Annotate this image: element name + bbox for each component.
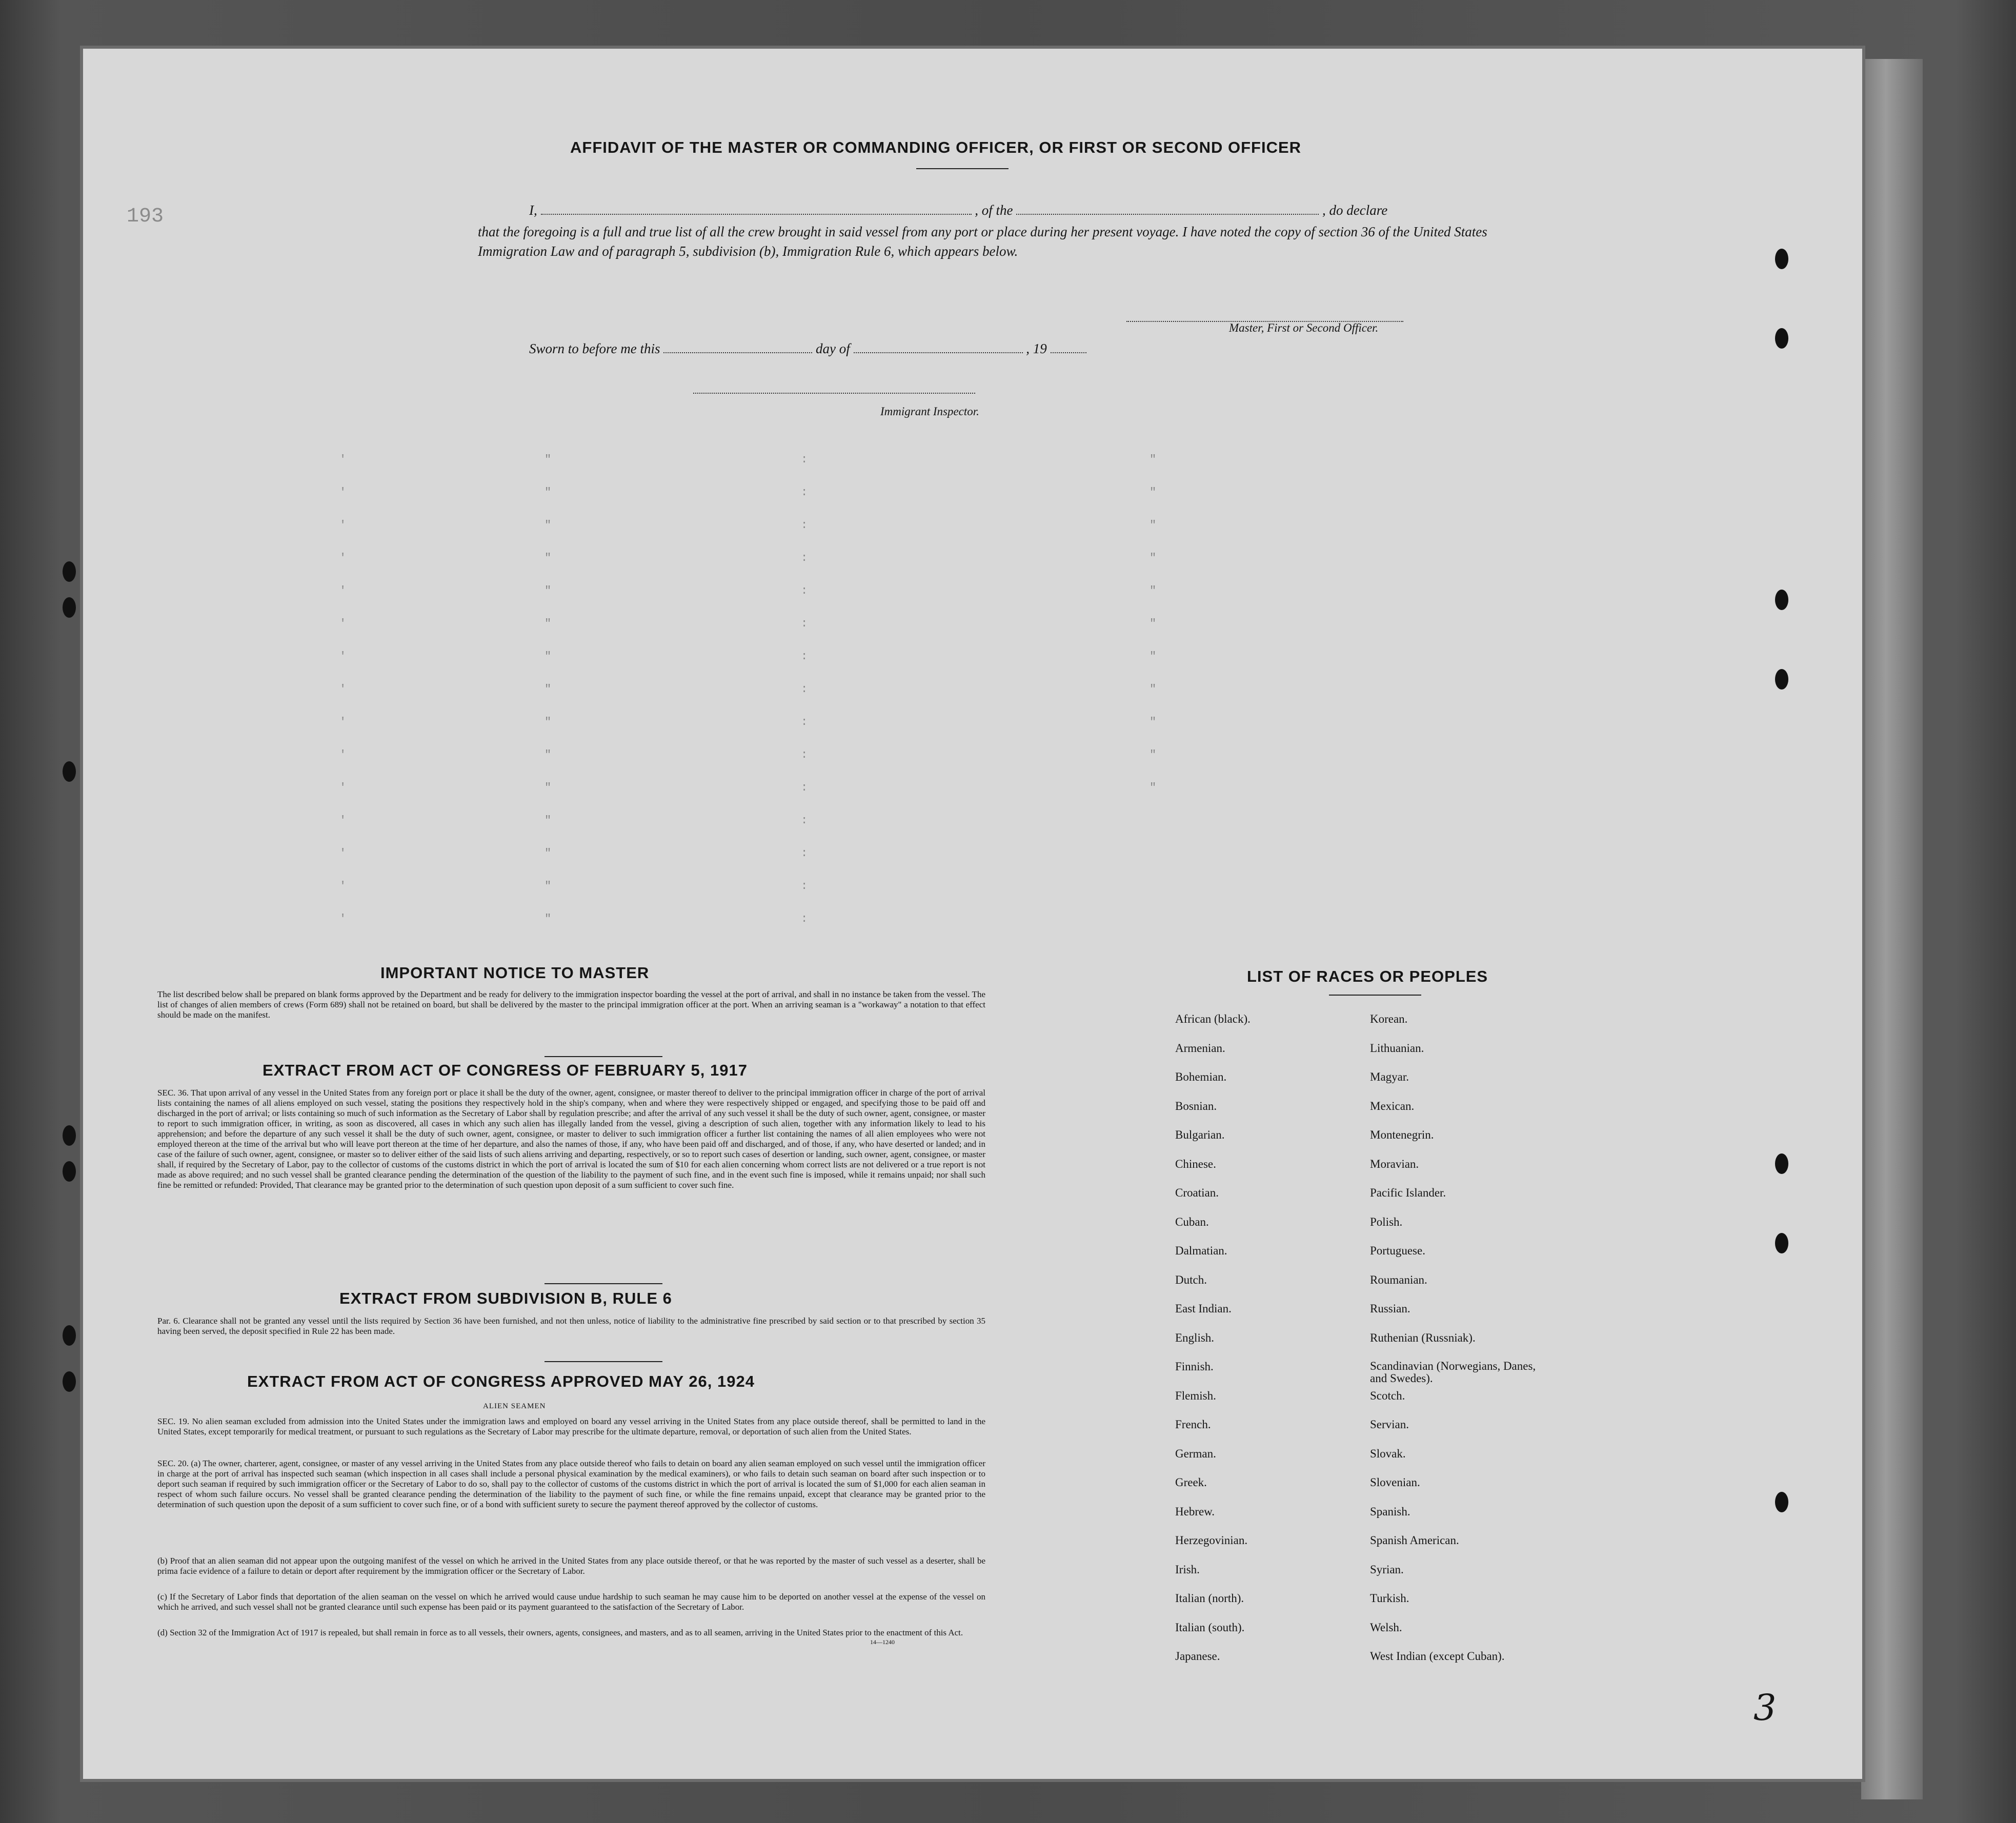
declaration-line (529, 202, 1387, 218)
race-item: Croatian. (1175, 1186, 1219, 1199)
extract-rule6-text: Par. 6. Clearance shall not be granted any vessel until the lists required by Section 36 have been furnished, and not then unless, notice of liability to the administrative fine prescribed by said section or to that prescribed by section 35 having been served, the deposit specified in Rule 22 has been made. (157, 1316, 985, 1336)
section-rule (545, 1361, 662, 1362)
races-title-rule (1329, 995, 1421, 996)
name-blank[interactable] (541, 214, 972, 215)
races-right-column (1370, 1012, 1555, 1679)
sworn-day-blank[interactable] (663, 352, 812, 353)
bleed-column: " " " " " " " " " " " " " " " (545, 453, 552, 925)
race-item: Dutch. (1175, 1273, 1207, 1286)
race-item: Italian (south). (1175, 1621, 1245, 1634)
race-item: Bohemian. (1175, 1070, 1227, 1083)
vessel-blank[interactable] (1016, 214, 1319, 215)
inspector-signature-line (693, 387, 975, 396)
race-item: Turkish. (1370, 1592, 1409, 1605)
race-item: Flemish. (1175, 1389, 1216, 1402)
signature-label: Master, First or Second Officer. (1229, 321, 1379, 334)
punch-hole (1775, 1153, 1788, 1174)
race-item: African (black). (1175, 1012, 1251, 1025)
race-item: Hebrew. (1175, 1505, 1215, 1518)
sworn-year-blank[interactable] (1051, 352, 1086, 353)
race-item: Magyar. (1370, 1070, 1409, 1083)
race-item: Welsh. (1370, 1621, 1402, 1634)
race-item: Finnish. (1175, 1360, 1214, 1373)
sworn-month-blank[interactable] (854, 352, 1023, 353)
race-item: East Indian. (1175, 1302, 1232, 1315)
race-item: Irish. (1175, 1563, 1200, 1576)
sworn-line (529, 341, 1086, 357)
race-item: Italian (north). (1175, 1592, 1244, 1605)
race-item: Bosnian. (1175, 1099, 1217, 1112)
sworn-year: , 19 (1026, 341, 1047, 356)
declaration-of-the: , of the (975, 202, 1013, 218)
race-item: Spanish American. (1370, 1534, 1459, 1547)
race-item: Korean. (1370, 1012, 1408, 1025)
races-left-column (1175, 1012, 1251, 1679)
punch-hole (63, 1371, 76, 1392)
race-item: Moravian. (1370, 1157, 1419, 1170)
sworn-prefix: Sworn to before me this (529, 341, 660, 356)
section-rule (545, 1283, 662, 1284)
underlying-page-edge (1861, 59, 1923, 1799)
affidavit-title: AFFIDAVIT OF THE MASTER OR COMMANDING OFFICER, OR FIRST OR SECOND OFFICER (570, 138, 1302, 156)
punch-hole (1775, 328, 1788, 349)
title-rule (916, 168, 1009, 169)
race-item: Ruthenian (Russniak). (1370, 1331, 1476, 1344)
race-item: Bulgarian. (1175, 1128, 1225, 1141)
race-item: Scotch. (1370, 1389, 1405, 1402)
race-item: Chinese. (1175, 1157, 1216, 1170)
race-item: Greek. (1175, 1476, 1207, 1489)
extract-1924-sec19: SEC. 19. No alien seaman excluded from admission into the United States under the immigration laws and employed on board any vessel arriving in the United States from any place outside thereof, shall be permitted to land in the United States, except temporarily for medical treatment, or pursuant to such regulations as the Secretary of Labor may prescribe for the ultimate departure, removal, or deportation of such alien from the United States. (157, 1416, 985, 1436)
extract-rule6-title: EXTRACT FROM SUBDIVISION B, RULE 6 (339, 1289, 672, 1307)
declaration-declare: , do declare (1322, 202, 1388, 218)
race-item: German. (1175, 1447, 1216, 1460)
race-item: Armenian. (1175, 1041, 1225, 1055)
extract-1917-title: EXTRACT FROM ACT OF CONGRESS OF FEBRUARY 5, 1917 (263, 1061, 748, 1079)
race-item: Syrian. (1370, 1563, 1404, 1576)
race-item: Polish. (1370, 1215, 1403, 1228)
race-item: Montenegrin. (1370, 1128, 1434, 1141)
races-title: LIST OF RACES OR PEOPLES (1247, 967, 1488, 985)
race-item: Pacific Islander. (1370, 1186, 1446, 1199)
inspector-label: Immigrant Inspector. (880, 405, 979, 418)
punch-hole (63, 561, 76, 582)
manifest-page (83, 49, 1862, 1779)
race-item: Japanese. (1175, 1650, 1220, 1663)
race-item: Lithuanian. (1370, 1041, 1424, 1055)
race-item: Dalmatian. (1175, 1244, 1227, 1257)
sworn-day-label: day of (816, 341, 850, 356)
race-item: Portuguese. (1370, 1244, 1425, 1257)
race-item: Spanish. (1370, 1505, 1410, 1518)
punch-hole (63, 1325, 76, 1346)
race-item: Russian. (1370, 1302, 1410, 1315)
corner-handwritten-number: 3 (1753, 1687, 1777, 1729)
section-rule (545, 1056, 662, 1057)
race-item: English. (1175, 1331, 1215, 1344)
punch-hole (1775, 1233, 1788, 1253)
race-item: Slovak. (1370, 1447, 1406, 1460)
race-item: Mexican. (1370, 1099, 1415, 1112)
punch-hole (63, 761, 76, 782)
race-item: Slovenian. (1370, 1476, 1420, 1489)
race-item: Scandinavian (Norwegians, Danes, and Swedes). (1370, 1360, 1536, 1385)
bleed-column: : : : : : : : : : : : : : : : (801, 453, 808, 925)
race-item: West Indian (except Cuban). (1370, 1650, 1505, 1663)
punch-hole (63, 597, 76, 618)
declaration-i: I, (529, 202, 537, 218)
punch-hole (1775, 590, 1788, 610)
page-number: 193 (127, 205, 164, 228)
punch-hole (63, 1161, 76, 1182)
race-item: Roumanian. (1370, 1273, 1427, 1286)
punch-hole (63, 1125, 76, 1146)
extract-1924-sec20a: SEC. 20. (a) The owner, charterer, agent, consignee, or master of any vessel arriving in the United States from any place outside thereof who fails to detain on board any alien seaman employed on such vessel until the immigration officer in charge at the port of arrival has inspected such seaman (which inspection in all cases shall include a personal physical examination by the medical examiners), or who fails to detain such seaman on board after such inspection or to deport such seaman if required by such immigration officer or the Secretary of Labor to do so, shall pay to the collector of customs of the customs district in which the port of arrival is located the sum of $1,000 for each alien seaman in respect of whom such failure occurs. No vessel shall be granted clearance pending the determination of the liability to the payment of such fine, or while the fine remains unpaid, except that clearance may be granted prior to the determination of such question upon the deposit of a sum sufficient to cover such fine, or of a bond with sufficient surety to secure the payment thereof approved by the collector of customs. (157, 1459, 985, 1509)
extract-1924-sec20d: (d) Section 32 of the Immigration Act of 1917 is repealed, but shall remain in force as to all vessels, their owners, agents, consignees, and masters, and as to all seamen, arriving in the United States prior to the enactment of this Act. (157, 1628, 963, 1637)
notice-title: IMPORTANT NOTICE TO MASTER (380, 964, 650, 982)
punch-hole (1775, 669, 1788, 690)
extract-1924-subtitle: ALIEN SEAMEN (483, 1402, 546, 1410)
extract-1917-text: SEC. 36. That upon arrival of any vessel in the United States from any foreign port or place it shall be the duty of the owner, agent, consignee, or master thereof to deliver to the principal immigration officer in charge of the port of arrival lists containing the names of all aliens employed on such vessel, stating the positions they respectively hold in the ship's company, when and where they were respectively shipped or engaged, and specifying those to be paid off and discharged in the port of arrival; or lists containing so much of such information as the Secretary of Labor shall by regulation prescribe; and after the arrival of any such vessel it shall be the duty of such owner, agent, consignee, or master to report to such immigration officer, in writing, as soon as discovered, all cases in which any such alien has illegally landed from the vessel, giving a description of such alien, together with any information likely to lead to his apprehension; and before the departure of any such vessel it shall be the duty of such owner, agent, consignee, or master to deliver to such immigration officer a further list containing the names of all alien employees who were not employed thereon at the time of the arrival but who will leave port thereon at the time of her departure, and also the names of those, if any, who have been paid off and discharged, and of those, if any, who have deserted or landed; and in case of the failure of such owner, agent, consignee, or master so to deliver either of the said lists of such aliens arriving and departing, respectively, or so to report such cases of desertion or landing, such owner, agent, consignee, or master shall, if required by the Secretary of Labor, pay to the collector of customs of the customs district in which the port of arrival is located the sum of $10 for each alien concerning whom correct lists are not delivered or a true report is not made as above required; and no such vessel shall be granted clearance pending the determination of the question of the liability to the payment of such fine, and in the event such fine is imposed, while it remains unpaid; nor shall such fine be remitted or refunded: Provided, That clearance may be granted prior to the determination of such question upon deposit of a sum sufficient to cover such fine. (157, 1088, 985, 1190)
race-item: French. (1175, 1418, 1211, 1431)
bleed-column: ' ' ' ' ' ' ' ' ' ' ' ' ' ' ' (339, 453, 347, 925)
race-item: Servian. (1370, 1418, 1409, 1431)
extract-1924-sec20b: (b) Proof that an alien seaman did not appear upon the outgoing manifest of the vessel on which he arrived in the United States from any place outside thereof, or that he was reported by the master of such vessel as a deserter, shall be prima facie evidence of a failure to detain or deport after requirement by the immigration officer or the Secretary of Labor. (157, 1556, 985, 1576)
punch-hole (1775, 1492, 1788, 1512)
declaration-paragraph: that the foregoing is a full and true list of all the crew brought in said vessel from any port or place during her present voyage. I have noted the copy of section 36 of the United States Immigration Law and of paragraph 5, subdivision (b), Immigration Rule 6, which appears below. (478, 224, 1487, 259)
race-item: Herzegovinian. (1175, 1534, 1248, 1547)
punch-hole (1775, 249, 1788, 269)
extract-1924-sec20c: (c) If the Secretary of Labor finds that deportation of the alien seaman on the vessel on which he arrived would cause undue hardship to such seaman he may cause him to be deported on another vessel at the expense of the vessel on which he arrived, and such vessel shall not be granted clearance until such expense has been paid or its payment guaranteed to the satisfaction of the Secretary of Labor. (157, 1592, 985, 1612)
notice-text: The list described below shall be prepared on blank forms approved by the Department and be ready for delivery to the immigration inspector boarding the vessel at the port of arrival, and shall in no instance be taken from the vessel. The list of changes of alien members of crews (Form 689) shall not be retained on board, but shall be delivered by the master to the principal immigration officer at the port. When an arriving seaman is a "workaway" a notation to that effect should be made on the manifest. (157, 989, 985, 1020)
form-number: 14—1240 (870, 1638, 895, 1646)
bleed-column: " " " " " " " " " " " (1150, 453, 1157, 794)
extract-1924-title: EXTRACT FROM ACT OF CONGRESS APPROVED MAY 26, 1924 (247, 1372, 755, 1390)
race-item: Cuban. (1175, 1215, 1209, 1228)
